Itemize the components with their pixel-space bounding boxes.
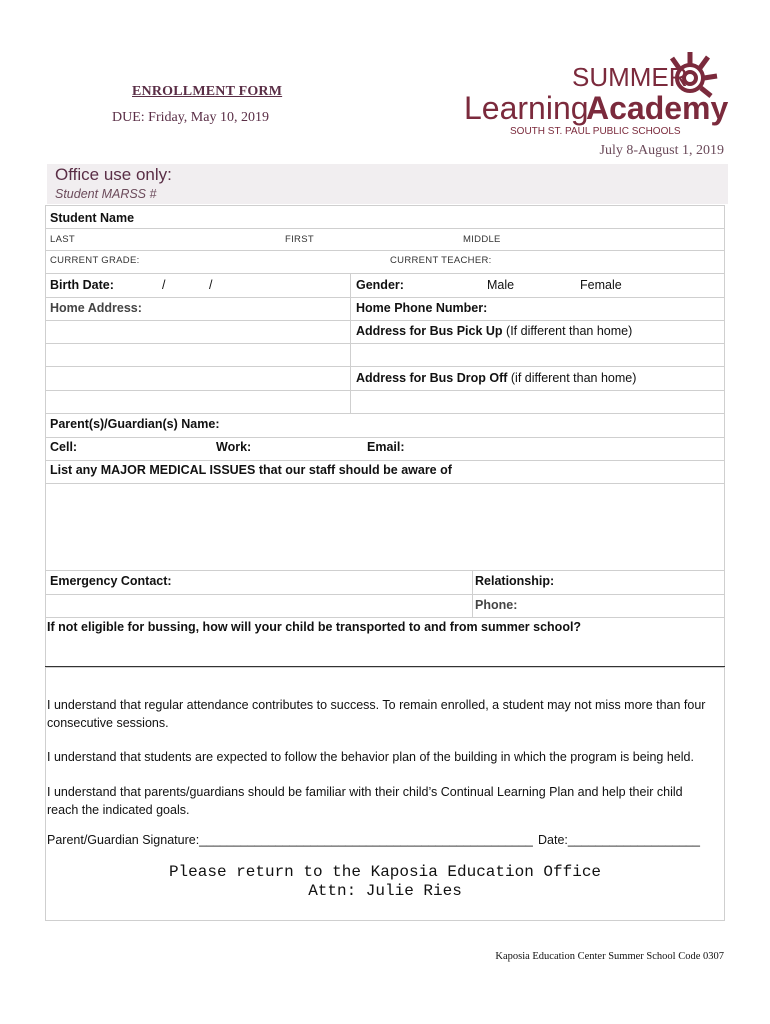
divider (45, 297, 725, 298)
relationship-label: Relationship: (475, 574, 555, 588)
emergency-contact-label: Emergency Contact: (50, 574, 172, 588)
form-title: ENROLLMENT FORM (132, 84, 283, 99)
phone-label: Phone: (475, 598, 518, 612)
logo-summer: SUMMER (572, 62, 688, 92)
logo-subtitle: SOUTH ST. PAUL PUBLIC SCHOOLS (510, 126, 681, 137)
home-address-label: Home Address: (50, 301, 142, 315)
cell-label: Cell: (50, 440, 78, 454)
divider (45, 570, 725, 571)
marss-label: Student MARSS # (55, 187, 157, 201)
divider (45, 390, 725, 391)
guardian-name-label: Parent(s)/Guardian(s) Name: (50, 417, 220, 431)
bus-dropoff-note: (if different than home) (507, 371, 637, 385)
return-attention: Attn: Julie Ries (308, 882, 462, 900)
guardian-signature-field[interactable]: Parent/Guardian Signature:________________________________________________ (47, 833, 533, 847)
signature-date-field[interactable]: Date:___________________ (538, 833, 700, 847)
footer-code: Kaposia Education Center Summer School Code 0307 (495, 951, 724, 962)
divider (45, 483, 725, 484)
logo-academy: Academy (586, 90, 729, 126)
summer-learning-academy-logo (462, 44, 732, 140)
bus-pickup-label (356, 324, 632, 338)
bus-pickup-note: (If different than home) (502, 324, 633, 338)
gender-male-option[interactable]: Male (487, 278, 515, 292)
student-name-label: Student Name (50, 211, 135, 225)
divider (45, 460, 725, 461)
transport-question: If not eligible for bussing, how will your child be transported to and from summer school? (47, 620, 582, 634)
office-use-title: Office use only: (55, 165, 172, 184)
gender-label: Gender: (356, 278, 404, 292)
divider (45, 366, 725, 367)
logo-learning: Learning (464, 90, 589, 126)
return-instructions: Please return to the Kaposia Education Office (168, 863, 602, 881)
column-divider (350, 273, 351, 414)
divider (45, 228, 725, 229)
email-label: Email: (367, 440, 405, 454)
divider (45, 250, 725, 251)
divider (45, 343, 725, 344)
work-label: Work: (216, 440, 252, 454)
first-name-field[interactable]: FIRST (285, 234, 314, 245)
due-date: DUE: Friday, May 10, 2019 (112, 110, 269, 125)
birth-date-slash: / (209, 278, 213, 292)
middle-name-field[interactable]: MIDDLE (463, 234, 501, 245)
birth-date-label: Birth Date: (50, 278, 114, 292)
behavior-statement: I understand that students are expected to follow the behavior plan of the building in which the program is being held. (47, 750, 694, 764)
home-phone-label: Home Phone Number: (356, 301, 488, 315)
medical-issues-label: List any MAJOR MEDICAL ISSUES that our staff should be aware of (50, 463, 452, 477)
last-name-field[interactable]: LAST (50, 234, 75, 245)
learning-plan-statement: I understand that parents/guardians should be familiar with their child’s Continual Learning Plan and help their child reach the indicated goals. (47, 785, 683, 817)
bus-pickup-bold: Address for Bus Pick Up (356, 324, 503, 338)
divider (45, 617, 725, 618)
program-dates: July 8-August 1, 2019 (599, 143, 724, 158)
divider (45, 320, 725, 321)
divider (45, 413, 725, 414)
divider (45, 437, 725, 438)
bus-dropoff-bold: Address for Bus Drop Off (356, 371, 508, 385)
divider (45, 594, 725, 595)
bus-dropoff-label (356, 371, 636, 385)
gender-female-option[interactable]: Female (580, 278, 622, 292)
current-teacher-field[interactable]: CURRENT TEACHER: (390, 255, 492, 266)
divider (45, 273, 725, 274)
column-divider (472, 570, 473, 618)
attendance-statement: I understand that regular attendance contributes to success. To remain enrolled, a student may not miss more than four consecutive sessions. (47, 698, 706, 730)
current-grade-field[interactable]: CURRENT GRADE: (50, 255, 140, 266)
birth-date-slash: / (162, 278, 166, 292)
